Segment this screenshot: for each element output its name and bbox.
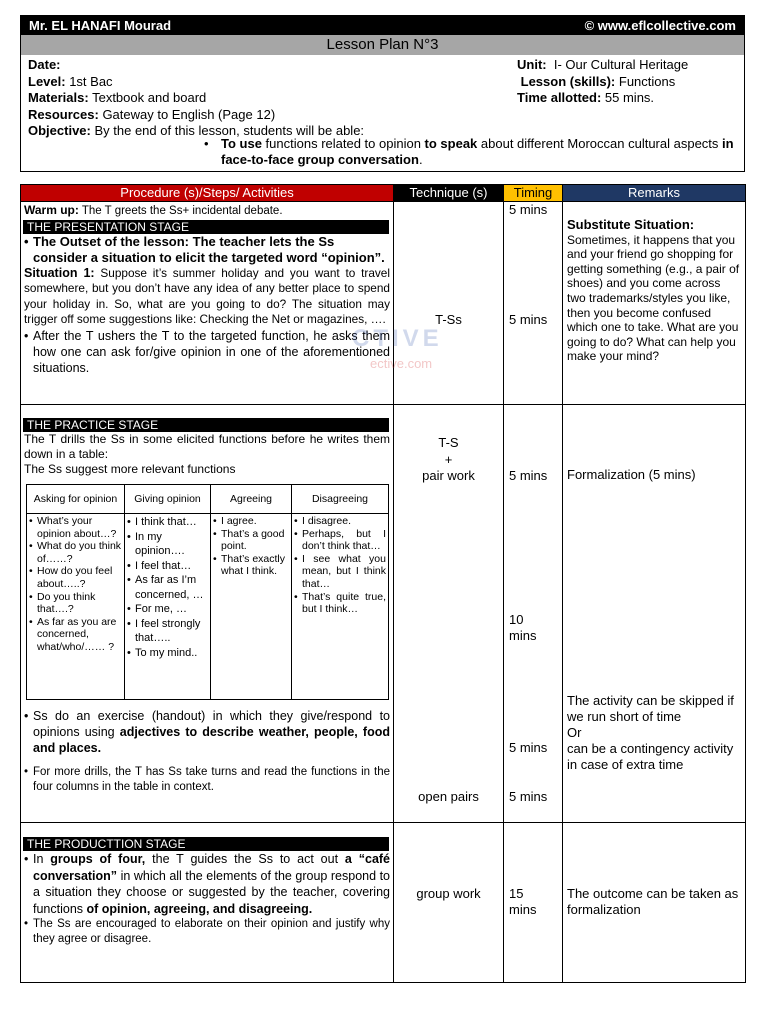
- remark-outcome: The outcome can be taken as formalization: [567, 886, 739, 917]
- after-text: • After the T ushers the T to the targeted function, he asks them how one can ask for/give opinion in one of the aforementioned situations.: [21, 328, 393, 376]
- meta-right: [517, 57, 688, 107]
- objective-value: By the end of this lesson, students will be able:: [94, 123, 365, 138]
- header-box: [20, 15, 745, 172]
- production-stage: THE PRODUCTTION STAGE: [23, 837, 389, 851]
- exercise-text: [21, 708, 393, 756]
- time-value: 55 mins.: [604, 90, 655, 105]
- situation-text: Suppose it’s summer holiday and you want to travel somewhere, but you don’t have any idea of any better place to spend your holiday in. So, what are you going to do? The situation may trigger off some suggestions like: Checking the Net or magazines, ….: [24, 265, 390, 326]
- timing-exercise: 5 mins: [509, 740, 548, 755]
- list-item: • That’s a good point.: [213, 528, 289, 553]
- objective-to-speak: to speak: [424, 136, 478, 151]
- col-technique: Technique (s): [394, 185, 504, 202]
- materials-label: Materials:: [28, 90, 89, 105]
- practice-technique: [394, 405, 504, 823]
- practice-timing: [504, 405, 563, 823]
- remark-or: Or: [567, 725, 582, 740]
- prod-text-a: In: [33, 852, 51, 866]
- col-disagreeing-items: [292, 514, 389, 700]
- production-remarks: [563, 823, 746, 983]
- exercise-text-a: Ss do an exercise (handout) in which they give/respond to opinions using: [33, 709, 390, 739]
- list-item: • Perhaps, but I don’t think that…: [294, 528, 386, 553]
- watermark-url: ective.com: [370, 356, 433, 371]
- warmup-label: Warm up:: [24, 203, 79, 217]
- objective-text-1: functions related to opinion: [261, 136, 425, 151]
- meta-left: [28, 57, 364, 140]
- production-bullet-2: • The Ss are encouraged to elaborate on their opinion and justify why they agree or disagree.: [21, 917, 393, 947]
- technique-t-ss: T-Ss: [435, 312, 462, 327]
- list-item: • In my opinion….: [127, 530, 208, 559]
- th-disagreeing: Disagreeing: [292, 485, 389, 514]
- production-procedure: [21, 823, 394, 983]
- lesson-title: Lesson Plan N°3: [21, 35, 744, 55]
- list-item: • I disagree.: [294, 515, 386, 528]
- list-item: • As far as I’m concerned, …: [127, 573, 208, 602]
- level-label: Level:: [28, 73, 66, 89]
- prod-text-d: a “café conversation”: [33, 852, 391, 883]
- objective-label: Objective:: [28, 123, 91, 138]
- procedure-table: [20, 184, 746, 983]
- list-item: • That’s exactly what I think.: [213, 553, 289, 578]
- lesson-value: Functions: [618, 73, 676, 89]
- timing-table: 10 mins: [509, 612, 537, 643]
- timing-open-pairs: 5 mins: [509, 789, 548, 804]
- list-item: • What’s your opinion about…?: [29, 515, 122, 540]
- time-label: Time allotted:: [517, 90, 602, 105]
- list-item: • How do you feel about…..?: [29, 565, 122, 590]
- resources-value: Gateway to English (Page 12): [102, 106, 276, 122]
- technique-t-s: T-S: [438, 435, 459, 450]
- prod-text-b: groups of four,: [50, 852, 146, 866]
- presentation-remarks: [563, 202, 746, 405]
- practice-procedure: [21, 405, 394, 823]
- functions-table: [26, 484, 389, 700]
- author-bar: [21, 16, 744, 35]
- col-giving-items: [125, 514, 211, 700]
- remark-title: Substitute Situation:: [567, 217, 695, 232]
- technique-pair-work: pair work: [422, 468, 475, 483]
- author-name: Mr. EL HANAFI Mourad: [29, 18, 172, 33]
- lesson-label: Lesson (skills):: [520, 73, 616, 89]
- site-credit: © www.eflcollective.com: [584, 18, 736, 33]
- technique-group-work: group work: [416, 886, 481, 901]
- list-item: • I see what you mean, but I think that…: [294, 553, 386, 591]
- materials-value: Textbook and board: [92, 90, 207, 105]
- col-procedure: Procedure (s)/Steps/ Activities: [21, 185, 394, 202]
- presentation-procedure: [21, 202, 394, 405]
- presentation-technique: [394, 202, 504, 405]
- list-item: • That’s quite true, but I think…: [294, 591, 386, 616]
- outset-text: • The Outset of the lesson: The teacher lets the Ss consider a situation to elicit the targeted word “opinion”.: [21, 234, 393, 266]
- remark-substitute-text: Sometimes, it happens that you and your friend go shopping for getting something (e.g., a pair of shoes) and you come across two trademarks/styles you like, then you become confused which one to take. What are you going to do? What can help you make your mind?: [567, 232, 740, 364]
- list-item: • What do you think of……?: [29, 540, 122, 565]
- unit-label: Unit:: [517, 57, 547, 72]
- timing-presentation: 5 mins: [509, 312, 548, 327]
- prod-text-e: in which all the elements of the group respond to a situation they choose or suggested by the teacher, covering functions: [33, 868, 390, 916]
- production-bullet-1: [21, 851, 393, 917]
- th-asking: Asking for opinion: [27, 485, 125, 514]
- objective-bullet: • To use functions related to opinion to speak about different Moroccan cultural aspects in face-to-face group conversation.: [204, 136, 734, 167]
- technique-open-pairs: open pairs: [418, 789, 479, 804]
- date-label: Date:: [28, 57, 61, 72]
- remark-contingency: can be a contingency activity in case of extra time: [567, 741, 734, 772]
- production-timing: [504, 823, 563, 983]
- technique-plus: +: [444, 451, 453, 467]
- list-item: • I agree.: [213, 515, 289, 528]
- col-agreeing-items: [211, 514, 292, 700]
- th-giving: Giving opinion: [125, 485, 211, 514]
- remark-formalization: Formalization (5 mins): [567, 467, 696, 482]
- lesson-header: [20, 15, 745, 172]
- list-item: • I feel that…: [127, 559, 208, 574]
- col-asking-items: [27, 514, 125, 700]
- timing-drill: 5 mins: [509, 468, 548, 483]
- prod-text-c: the T guides the Ss to act out: [145, 852, 345, 866]
- objective-context: in face-to-face group conversation: [221, 136, 734, 167]
- presentation-timing: [504, 202, 563, 405]
- list-item: • For me, …: [127, 602, 208, 617]
- watermark-logo: CTIVE: [352, 325, 443, 352]
- remark-skip: The activity can be skipped if we run short of time: [567, 693, 734, 724]
- timing-warmup: 5 mins: [509, 202, 548, 217]
- practice-intro: The T drills the Ss in some elicited functions before he writes them down in a table:: [24, 432, 390, 461]
- list-item: • I feel strongly that…..: [127, 617, 208, 646]
- warmup-text: The T greets the Ss+ incidental debate.: [78, 205, 283, 217]
- objective-text-2: about different Moroccan cultural aspects: [477, 136, 723, 151]
- unit-value: I- Our Cultural Heritage: [553, 57, 689, 72]
- prod-text-f: of opinion, agreeing, and disagreeing.: [86, 901, 313, 916]
- practice-stage: THE PRACTICE STAGE: [23, 418, 389, 432]
- col-remarks: Remarks: [563, 185, 746, 202]
- list-item: • I think that…: [127, 515, 208, 530]
- situation-label: Situation 1:: [24, 265, 95, 280]
- practice-suggest: The Ss suggest more relevant functions: [24, 462, 236, 476]
- col-timing: Timing: [504, 185, 563, 202]
- drills-text: • For more drills, the T has Ss take turns and read the functions in the four columns in the table in context.: [21, 765, 393, 795]
- th-agreeing: Agreeing: [211, 485, 292, 514]
- objective-to-use: To use: [221, 136, 262, 151]
- list-item: • Do you think that….?: [29, 591, 122, 616]
- production-technique: [394, 823, 504, 983]
- level-value: 1st Bac: [69, 73, 113, 89]
- practice-remarks: [563, 405, 746, 823]
- list-item: • To my mind..: [127, 646, 208, 661]
- presentation-stage: THE PRESENTATION STAGE: [23, 220, 389, 234]
- exercise-text-b: adjectives to describe weather, people, food and places.: [33, 725, 390, 755]
- list-item: • As far as you are concerned, what/who/…… ?: [29, 616, 122, 654]
- timing-production: 15 mins: [509, 886, 537, 917]
- resources-label: Resources:: [28, 106, 99, 122]
